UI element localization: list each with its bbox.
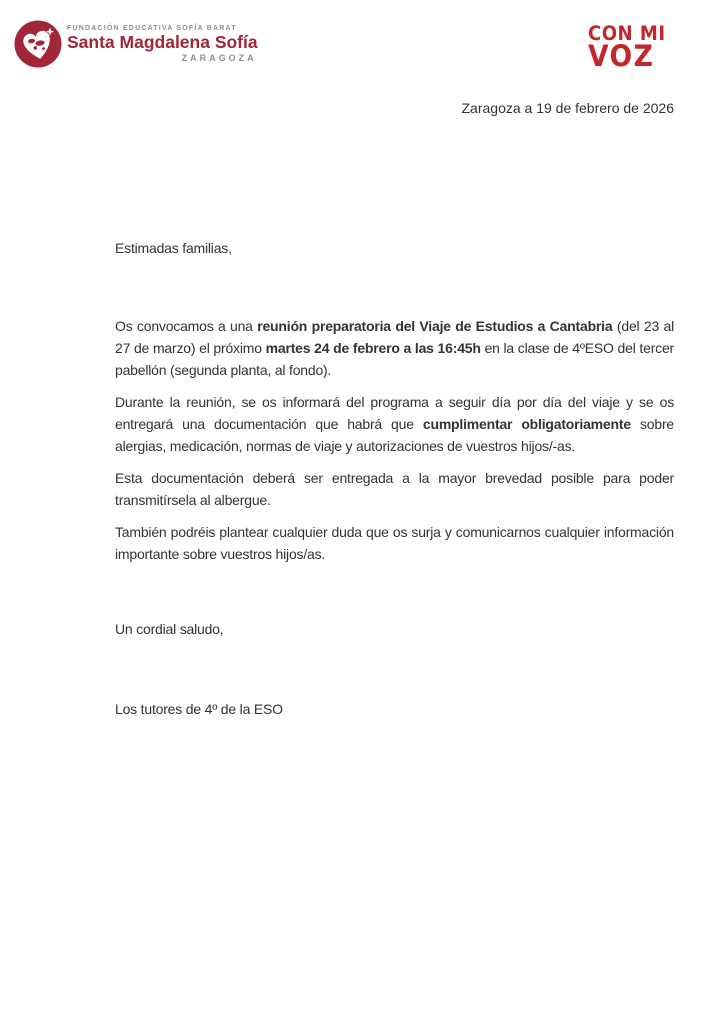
closing: Un cordial saludo, [115, 621, 224, 637]
school-city: ZARAGOZA [181, 53, 257, 64]
campaign-logo-line1: CON MI [588, 21, 666, 45]
signature: Los tutores de 4º de la ESO [115, 701, 283, 717]
school-logo-text [67, 25, 258, 63]
salutation: Estimadas familias, [115, 240, 232, 256]
paragraph: Durante la reunión, se os informará del programa a seguir día por día del viaje y se os entregará una documentación que habrá que cumplimentar obligatoriamente sobre alergias, medicación, normas de viaje y autorizaciones de vuestros hijos/-as. [115, 394, 674, 454]
foundation-name: FUNDACIÓN EDUCATIVA SOFÍA BARAT [67, 24, 237, 32]
letter-body [115, 315, 674, 565]
paragraph: Esta documentación deberá ser entregada a la mayor brevedad posible para poder transmitírsela al albergue. [115, 470, 674, 508]
letter-content [115, 237, 674, 720]
dateline: Zaragoza a 19 de febrero de 2026 [461, 100, 674, 116]
school-emblem-icon [14, 20, 62, 68]
school-name: Santa Magdalena Sofía [67, 31, 258, 52]
school-logo [14, 20, 258, 68]
campaign-logo-con-mi-voz [588, 21, 666, 74]
paragraph: Os convocamos a una reunión preparatoria del Viaje de Estudios a Cantabria (del 23 al 27 de marzo) el próximo martes 24 de febrero a las 16:45h en la clase de 4ºESO del tercer pabellón (segunda planta, al fondo). [115, 318, 675, 378]
campaign-logo-line2: VOZ [588, 38, 655, 74]
paragraph: También podréis plantear cualquier duda que os surja y comunicarnos cualquier información importante sobre vuestros hijos/as. [115, 524, 674, 562]
